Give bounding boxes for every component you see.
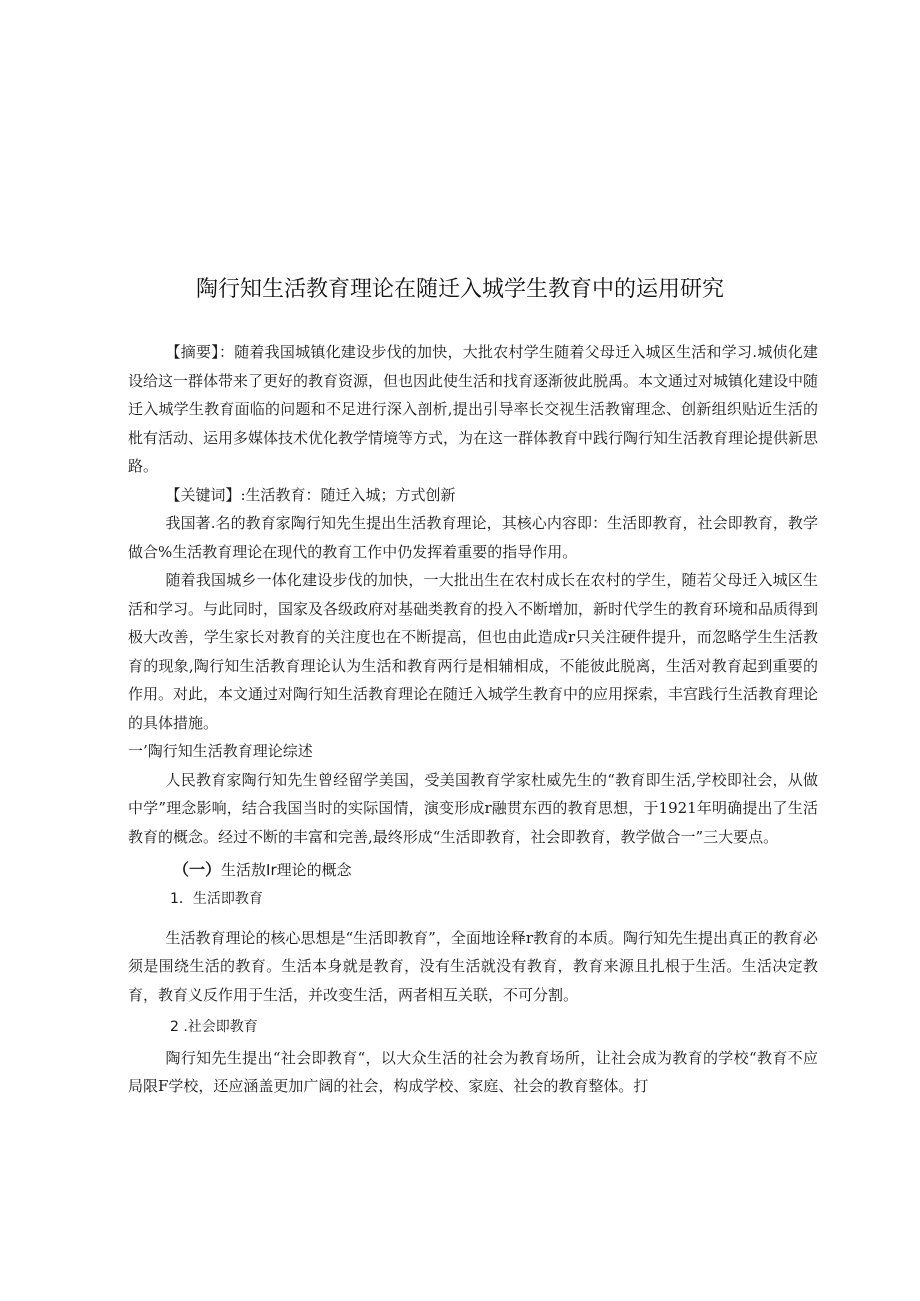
item-heading-2: 2 .社会即教育 [170,1019,258,1035]
item-1-body: 生活教育理论的核心思想是“生活即教育”，全面地诠释r教育的本质。陶行知先生提出真正的教育必须是围绕生活的教育。生活本身就是教育，没有生活就没有教育，教育来源且扎根于生活。生活决定教育，教育义反作用于生活，并改变生活，两者相互关联，不可分割。 [128,928,819,1004]
section-heading-1: 一’陶行知生活教育理论综述 [128,742,313,760]
keywords-paragraph: 【关键词】:生活教育：随迁入城；方式创新 [165,485,456,504]
subsection-heading [128,855,818,885]
item-heading-1: 1．生活即教育 [170,891,263,907]
item-2-body: 陶行知先生提出“社会即教育“，以大众生活的社会为教育场所，让社会成为教育的学校“教育不应局限F学校，还应涵盖更加广阔的社会，构成学校、家庭、社会的教育整体。打 [128,1048,818,1095]
abstract-paragraph: 【摘要】：随着我国城镇化建设步伐的加快，大批农村学生随着父母迁入城区生活和学习.城侦化建设给这一群体带来了更好的教育资源，但也因此使生活和找育逐渐彼此脱禹。本文通过对城镇化建设中随迁入城学生教育面临的问题和不足进行深入剖析,提出引导率长交视生活教甯理念、创新组织贴近生活的枇有活动、运用多媒体技术优化教学情境等方式，为在这一群体教育中践行陶行知生活教育理论提供新思路。 [128,343,819,475]
document-body [128,338,818,1101]
subsection-heading-number: （一） [173,860,222,879]
subsection-heading-text: 生活敖Ir理论的概念 [221,861,352,879]
intro-paragraph-2: 随着我国城乡一体化建设步伐的加快，一大批出生在农村成长在农村的学生，随若父母迁入城区生活和学习。与此同时，国家及各级政府对基础类教育的投入不断增加，新时代学生的教育环境和品质得到极大改善，学生家长对教育的关注度也在不断提高，但也由此造成r只关注硬件提升，而忽略学生生活教育的现象,陶行知生活教育理论认为生活和教育两行是相辅相成，不能彼此脱离，生活对教育起到重要的作用。对此，本文通过对陶行知生活教育理论在随迁入城学生教育中的应用探索，丰宫践行生活教育理论的具体措施。 [128,571,819,732]
intro-paragraph-1: 我国著.名的教育家陶行知先生提出生活教育理论，其核心内容即：生活即教育，社会即教育，教学做合%生活教育理论在现代的教育工作中仍发挥着重要的指导作用。 [128,514,818,561]
section-1-body: 人民教育家陶行知先生曾经留学美国，受美国教育学家杜威先生的“教育即生活,学校即社会，从做中学”理念影响，结合我国当时的实际国情，演变形成r融贯东西的教育思想，于1921年明确提出了生活教育的概念。经过不断的丰富和完善,最终形成“生活即教育，社会即教育，教学做合一”三大要点。 [128,770,818,846]
document-title: 陶行知生活教育理论在随迁入城学生教育中的运用研究 [195,277,724,302]
